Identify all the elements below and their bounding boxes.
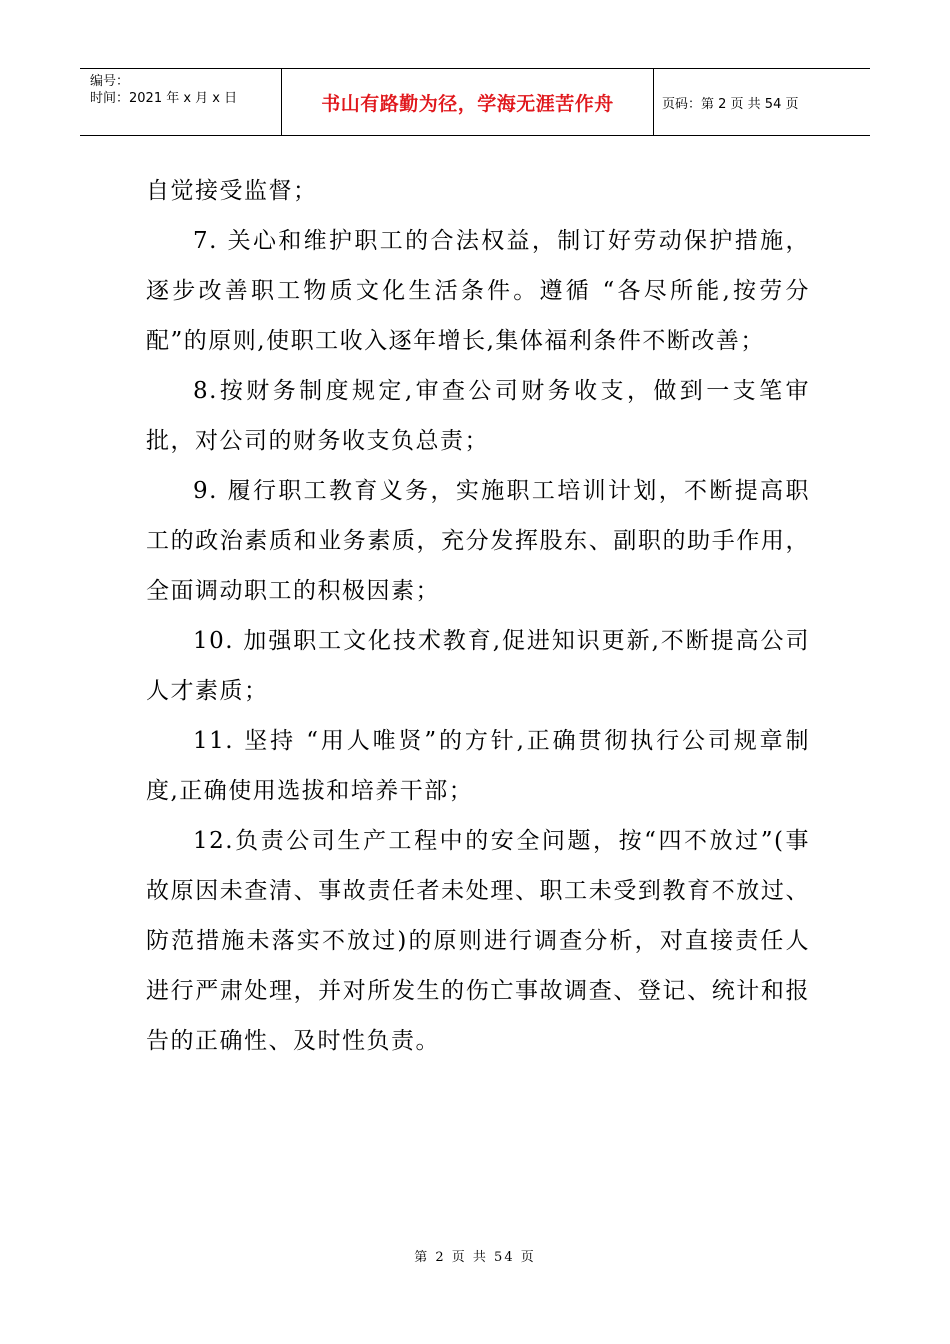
paragraph-item-7: 7. 关心和维护职工的合法权益，制订好劳动保护措施，逐步改善职工物质文化生活条件。遵循 “各尽所能,按劳分配”的原则,使职工收入逐年增长,集体福利条件不断改善；: [146, 228, 810, 354]
paragraph-item-12: 12.负责公司生产工程中的安全问题，按“四不放过”(事故原因未查清、事故责任者未处理、职工未受到教育不放过、防范措施未落实不放过)的原则进行调查分析，对直接责任人进行严肃处理，并对所发生的伤亡事故调查、登记、统计和报告的正确性、及时性负责。: [146, 828, 810, 1054]
header-page-info: 页码：第 2 页 共 54 页: [662, 96, 799, 112]
paragraph-continuation: 自觉接受监督；: [146, 178, 318, 204]
paragraph-item-10: 10. 加强职工文化技术教育,促进知识更新,不断提高公司人才素质；: [146, 628, 810, 704]
paragraph-item-8: 8.按财务制度规定,审查公司财务收支，做到一支笔审批，对公司的财务收支负总责；: [146, 378, 810, 454]
header-meta: [80, 69, 282, 135]
page-header: [80, 68, 870, 136]
document-number-label: 编号：: [90, 74, 130, 89]
document-time-label: 时间：2021 年 x 月 x 日: [90, 91, 238, 106]
document-body: [146, 166, 810, 1066]
page-footer: 第 2 页 共 54 页: [414, 1250, 536, 1265]
header-motto: 书山有路勤为径，学海无涯苦作舟: [282, 69, 654, 135]
paragraph-item-9: 9. 履行职工教育义务，实施职工培训计划，不断提高职工的政治素质和业务素质，充分发挥股东、副职的助手作用，全面调动职工的积极因素；: [146, 478, 810, 604]
paragraph-item-11: 11. 坚持 “用人唯贤”的方针,正确贯彻执行公司规章制度,正确使用选拔和培养干部；: [146, 728, 810, 804]
